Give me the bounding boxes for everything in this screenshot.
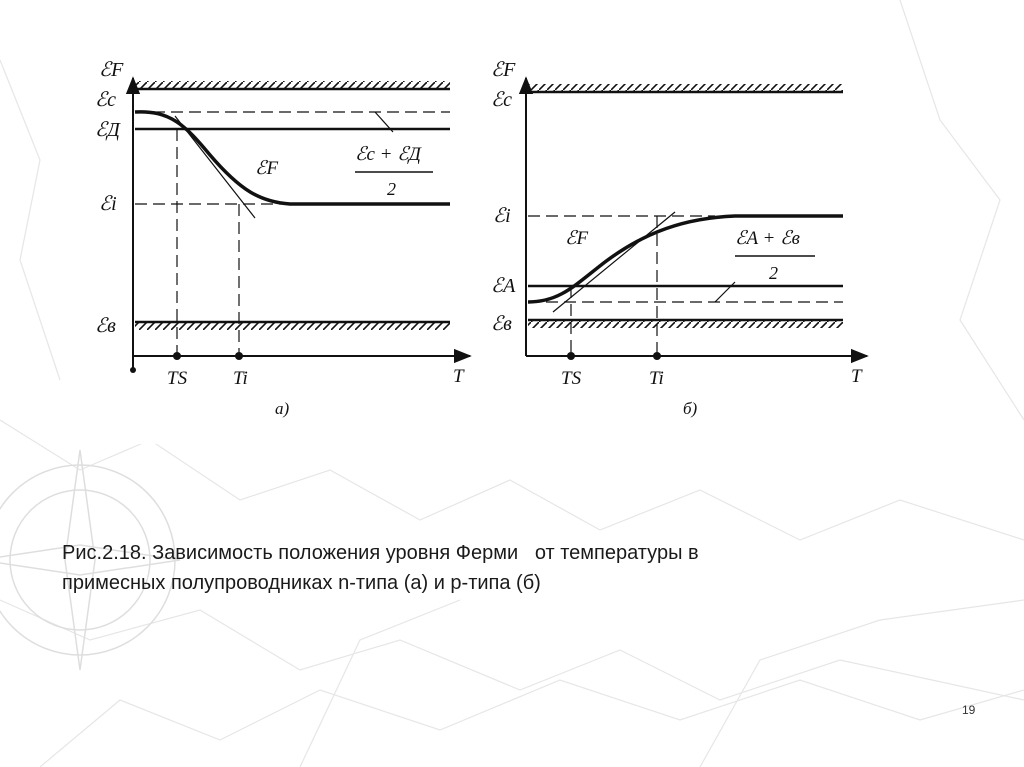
panel-a-sublabel: а) — [275, 399, 290, 418]
panel-b-valence-band — [528, 320, 843, 328]
panel-b-label-ef: ℰF — [491, 59, 516, 81]
panel-a-label-ed: ℰД — [95, 119, 120, 141]
panel-b-label-ev: ℰв — [491, 313, 512, 335]
caption-line-2: примесных полупроводниках n-типа (а) и р-типа (б) — [62, 572, 541, 594]
panel-b-sublabel: б) — [683, 399, 698, 418]
panel-b-label-ec: ℰc — [491, 89, 512, 111]
panel-a-label-ec: ℰc — [95, 89, 116, 111]
figure-caption — [62, 538, 962, 598]
panel-b-label-t: T — [851, 366, 862, 387]
panel-a-valence-band — [135, 322, 450, 330]
panel-b-label-ti: Ti — [649, 368, 664, 389]
caption-line-1: Рис.2.18. Зависимость положения уровня Ферми от температуры в — [62, 542, 699, 564]
panel-a-fraction-numerator: ℰc + ℰД — [355, 144, 421, 165]
panel-a-label-ts: TS — [167, 368, 188, 389]
panel-a-label-ev: ℰв — [95, 315, 116, 337]
panel-b-label-ei: ℰi — [493, 205, 511, 227]
panel-a-tangent — [175, 116, 255, 218]
panel-a-label-ti: Ti — [233, 368, 248, 389]
page-number: 19 — [962, 703, 976, 717]
panel-a-curve-label: ℰF — [255, 158, 279, 179]
panel-a-label-ef: ℰF — [99, 59, 124, 81]
panel-a-label-t: T — [453, 366, 464, 387]
panel-b-fraction-denominator: 2 — [769, 263, 778, 283]
fermi-level-diagram — [75, 50, 897, 444]
panel-b-label-ea: ℰA — [491, 275, 516, 297]
panel-a-fraction-denominator: 2 — [387, 179, 396, 199]
panel-b-label-ts: TS — [561, 368, 582, 389]
panel-b — [491, 59, 867, 418]
panel-a-label-ei: ℰi — [99, 193, 117, 215]
panel-b-curve-label: ℰF — [565, 228, 589, 249]
figure — [75, 50, 897, 444]
panel-a — [95, 59, 470, 418]
panel-b-fraction-numerator: ℰA + ℰв — [735, 228, 800, 249]
